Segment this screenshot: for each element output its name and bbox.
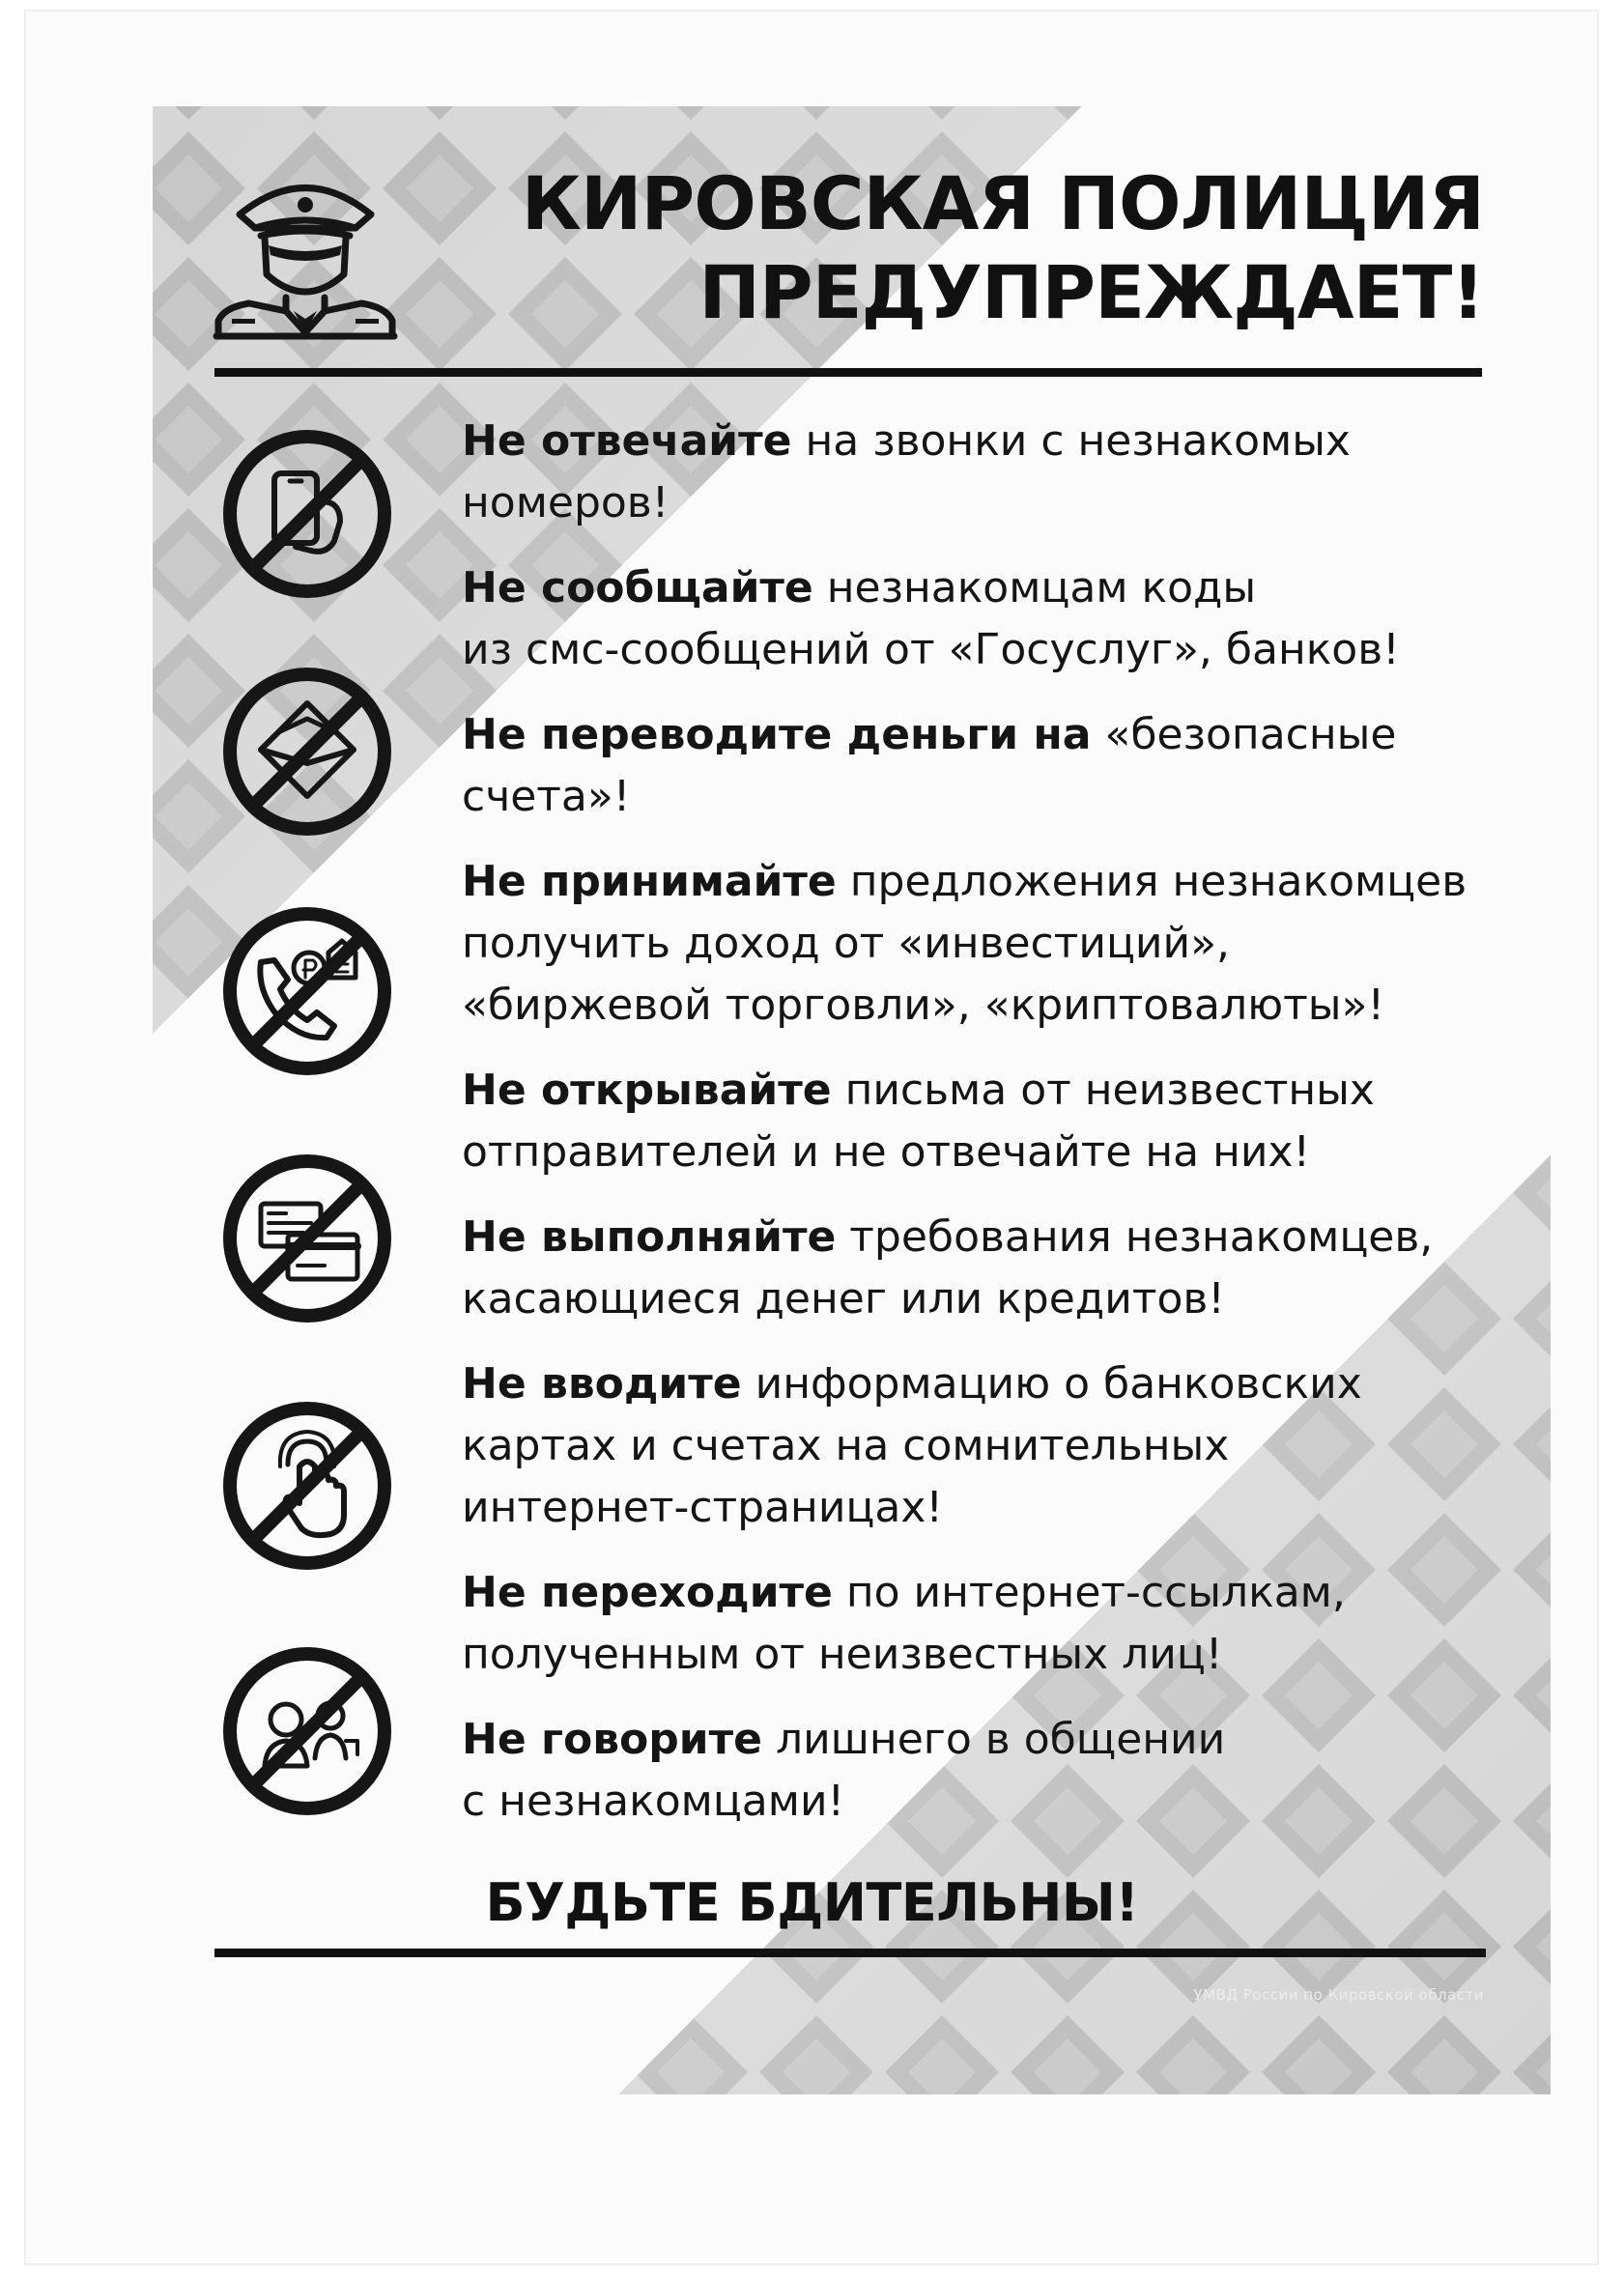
warning-emphasis: Не переходите bbox=[462, 1568, 833, 1617]
warning-text: с незнакомцами! bbox=[462, 1777, 845, 1826]
warning-text: счета»! bbox=[462, 772, 631, 821]
warning-text: картах и счетах на сомнительных bbox=[462, 1421, 1230, 1470]
warning-emphasis: Не вводите bbox=[462, 1359, 742, 1409]
warning-emphasis: Не открывайте bbox=[462, 1066, 832, 1115]
warning-item bbox=[462, 1353, 1515, 1539]
warning-text: интернет-страницах! bbox=[462, 1483, 944, 1532]
no-bank-card-icon bbox=[218, 1150, 396, 1327]
warning-text: полученным от неизвестных лиц! bbox=[462, 1630, 1223, 1679]
issuer-caption: УМВД России по Кировской области bbox=[1193, 1986, 1484, 2004]
no-investment-scam-icon bbox=[218, 902, 396, 1080]
warning-text: касающиеся денег или кредитов! bbox=[462, 1274, 1225, 1324]
warning-text: получить доход от «инвестиций», bbox=[462, 919, 1230, 968]
no-phone-call-icon bbox=[218, 425, 396, 603]
warning-emphasis: Не переводите деньги на bbox=[462, 710, 1092, 759]
poster-title bbox=[522, 159, 1484, 337]
warning-item bbox=[462, 1562, 1515, 1686]
warnings-list bbox=[462, 411, 1515, 1833]
top-divider bbox=[214, 368, 1482, 377]
warning-emphasis: Не говорите bbox=[462, 1715, 762, 1764]
warning-text: требования незнакомцев, bbox=[836, 1212, 1434, 1262]
warning-text: «биржевой торговли», «криптовалюты»! bbox=[462, 981, 1385, 1030]
warning-text: лишнего в общении bbox=[761, 1715, 1226, 1764]
warning-text: по интернет-ссылкам, bbox=[832, 1568, 1346, 1617]
title-line-1: КИРОВСКАЯ ПОЛИЦИЯ bbox=[521, 160, 1484, 246]
title-line-2: ПРЕДУПРЕЖДАЕТ! bbox=[698, 249, 1484, 335]
warning-text: из смс-сообщений от «Госуслуг», банков! bbox=[462, 625, 1400, 674]
warning-item bbox=[462, 557, 1515, 681]
warning-item bbox=[462, 1060, 1515, 1183]
warning-item bbox=[462, 411, 1515, 534]
police-officer-icon bbox=[211, 166, 400, 340]
no-envelope-icon bbox=[218, 663, 396, 840]
bottom-divider bbox=[214, 1949, 1486, 1957]
warning-emphasis: Не принимайте bbox=[462, 857, 837, 906]
warning-text: на звонки с незнакомых bbox=[791, 416, 1351, 466]
warning-text: незнакомцам коды bbox=[812, 563, 1257, 612]
warning-item bbox=[462, 1207, 1515, 1330]
warning-emphasis: Не отвечайте bbox=[462, 416, 792, 466]
warning-emphasis: Не выполняйте bbox=[462, 1212, 837, 1262]
warning-text: «безопасные bbox=[1091, 710, 1397, 759]
warning-text: предложения незнакомцев bbox=[836, 857, 1467, 906]
warning-item bbox=[462, 1709, 1515, 1833]
warning-text: письма от неизвестных bbox=[831, 1066, 1375, 1115]
warning-text: номеров! bbox=[462, 478, 670, 527]
warning-item bbox=[462, 704, 1515, 828]
warning-emphasis: Не сообщайте bbox=[462, 563, 813, 612]
no-talking-strangers-icon bbox=[218, 1642, 396, 1820]
closing-slogan: БУДЬТЕ БДИТЕЛЬНЫ! bbox=[485, 1872, 1139, 1933]
warning-text: отправителей и не отвечайте на них! bbox=[462, 1127, 1311, 1177]
warning-item bbox=[462, 851, 1515, 1037]
warning-text: информацию о банковских bbox=[741, 1359, 1362, 1409]
no-fingerprint-touch-icon bbox=[218, 1397, 396, 1575]
